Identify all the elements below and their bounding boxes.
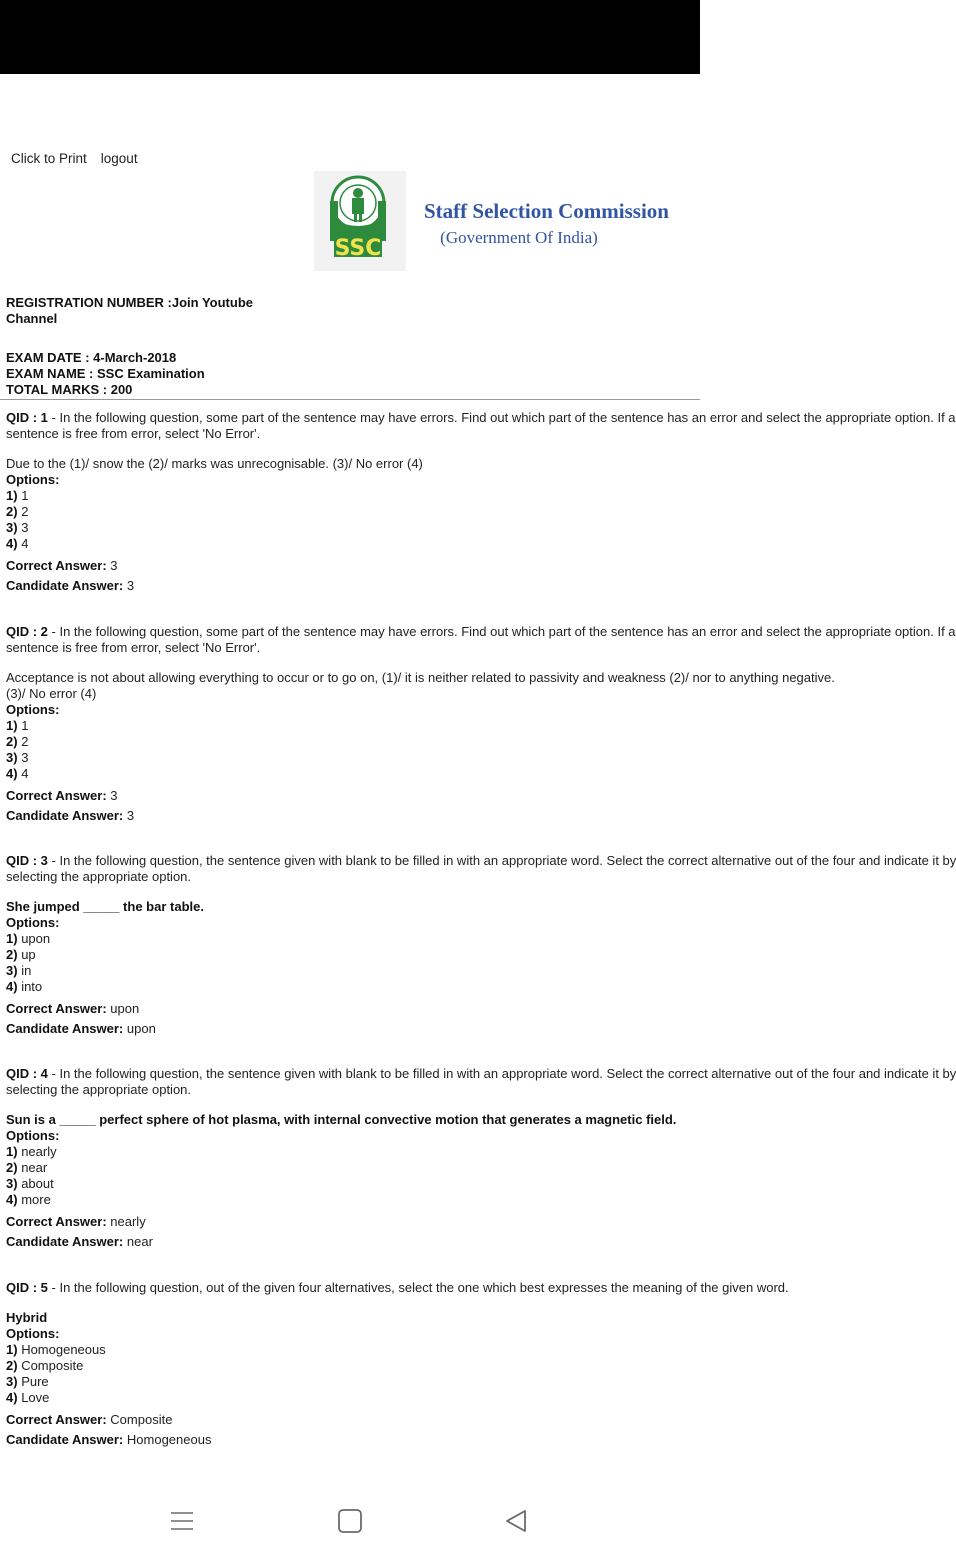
correct-answer: Correct Answer: Composite xyxy=(6,1412,173,1427)
correct-answer: Correct Answer: upon xyxy=(6,1001,140,1016)
option-item: 1) 1 xyxy=(6,718,29,733)
svg-text:SSC: SSC xyxy=(334,236,382,261)
question-sentence: Hybrid xyxy=(6,1310,48,1325)
question-block: QID : 2 - In the following question, some part of the sentence may have errors. Find out which part of the sentence has an error and select the appropriate option. If a sentence is free from error, select 'No Error'. Acceptance is not about allowing everything to occur or to go on, (1)/ it is neither related to passivity and weakness (2)/ nor to anything negative. (3)/ No error (4) Options: 1) 1 2) 2 3) 3 4) 4 Correct Answer: 3 Candidate Answer: 3 xyxy=(6,624,700,826)
candidate-answer: Candidate Answer: upon xyxy=(6,1021,156,1036)
option-item: 3) 3 xyxy=(6,520,29,535)
option-item: 4) more xyxy=(6,1192,51,1207)
options-label: Options: xyxy=(6,915,60,930)
option-item: 4) 4 xyxy=(6,766,29,781)
correct-answer: Correct Answer: nearly xyxy=(6,1214,146,1229)
question-block: QID : 4 - In the following question, the sentence given with blank to be filled in with an appropriate word. Select the correct alternative out of the four and indicate it by selecting the appropriate option. Sun is a _____ perfect sphere of hot plasma, with internal convective motion that generates a magnetic field. Options: 1) nearly 2) near 3) about 4) more Correct Answer: nearly Candidate Answer: near xyxy=(6,1066,700,1252)
registration-number: REGISTRATION NUMBER :Join Youtube Channel xyxy=(6,295,253,326)
candidate-answer: Candidate Answer: near xyxy=(6,1234,153,1249)
option-item: 2) 2 xyxy=(6,504,29,519)
option-item: 3) about xyxy=(6,1176,54,1191)
question-instruction: QID : 4 - In the following question, the sentence given with blank to be filled in with an appropriate word. Select the correct alternative out of the four and indicate it by xyxy=(6,1066,956,1081)
question-sentence: She jumped _____ the bar table. xyxy=(6,899,204,914)
option-item: 1) upon xyxy=(6,931,51,946)
option-item: 4) Love xyxy=(6,1390,50,1405)
candidate-answer: Candidate Answer: Homogeneous xyxy=(6,1432,212,1447)
question-block: QID : 1 - In the following question, some part of the sentence may have errors. Find out which part of the sentence has an error and select the appropriate option. If a sentence is free from error, select 'No Error'. Due to the (1)/ snow the (2)/ marks was unrecognisable. (3)/ No error (4) Options: 1) 1 2) 2 3) 3 4) 4 Correct Answer: 3 Candidate Answer: 3 xyxy=(6,410,700,596)
option-item: 4) into xyxy=(6,979,43,994)
question-block xyxy=(6,1280,789,1450)
question-instruction: QID : 1 - In the following question, some part of the sentence may have errors. Find out which part of the sentence has an error and select the appropriate option. If a xyxy=(6,410,956,425)
option-item: 2) Composite xyxy=(6,1358,84,1373)
option-item: 3) in xyxy=(6,963,32,978)
option-item: 1) nearly xyxy=(6,1144,57,1159)
option-item: 3) Pure xyxy=(6,1374,49,1389)
question-sentence: Acceptance is not about allowing everything to occur or to go on, (1)/ it is neither related to passivity and weakness (2)/ nor to anything negative. xyxy=(6,670,835,685)
org-subtitle: (Government Of India) xyxy=(440,228,598,247)
status-bar xyxy=(0,0,700,74)
answer-key-page xyxy=(0,74,956,1486)
correct-answer: Correct Answer: 3 xyxy=(6,558,118,573)
ssc-logo xyxy=(314,171,406,271)
back-icon[interactable] xyxy=(499,1504,533,1538)
option-item: 4) 4 xyxy=(6,536,29,551)
org-heading xyxy=(424,199,700,248)
options-label: Options: xyxy=(6,1128,60,1143)
option-item: 2) up xyxy=(6,947,36,962)
system-nav-bar xyxy=(0,1486,700,1556)
exam-name: EXAM NAME : SSC Examination xyxy=(6,366,205,381)
option-item: 2) 2 xyxy=(6,734,29,749)
exam-date: EXAM DATE : 4-March-2018 xyxy=(6,350,177,365)
org-name: Staff Selection Commission xyxy=(424,199,669,223)
question-instruction: QID : 5 - In the following question, out of the given four alternatives, select the one which best expresses the meaning of the given word. xyxy=(6,1280,789,1295)
total-marks: TOTAL MARKS : 200 xyxy=(6,382,133,397)
question-block: QID : 3 - In the following question, the sentence given with blank to be filled in with an appropriate word. Select the correct alternative out of the four and indicate it by selecting the appropriate option. She jumped _____ the bar table. Options: 1) upon 2) up 3) in 4) into Correct Answer: upon Candidate Answer: upon xyxy=(6,853,700,1039)
question-sentence: Due to the (1)/ snow the (2)/ marks was unrecognisable. (3)/ No error (4) xyxy=(6,456,423,471)
question-instruction: QID : 3 - In the following question, the sentence given with blank to be filled in with an appropriate word. Select the correct alternative out of the four and indicate it by xyxy=(6,853,956,868)
option-item: 3) 3 xyxy=(6,750,29,765)
candidate-answer: Candidate Answer: 3 xyxy=(6,808,135,823)
option-item: 1) 1 xyxy=(6,488,29,503)
question-sentence: Sun is a _____ perfect sphere of hot plasma, with internal convective motion that generates a magnetic field. xyxy=(6,1112,677,1127)
option-item: 2) near xyxy=(6,1160,48,1175)
top-links xyxy=(11,151,138,166)
home-icon[interactable] xyxy=(333,1504,367,1538)
print-link[interactable]: Click to Print xyxy=(11,151,87,166)
exam-details xyxy=(6,350,205,398)
divider xyxy=(0,399,700,400)
options-label: Options: xyxy=(6,472,60,487)
correct-answer: Correct Answer: 3 xyxy=(6,788,118,803)
candidate-answer: Candidate Answer: 3 xyxy=(6,578,135,593)
options-label: Options: xyxy=(6,702,60,717)
question-instruction: QID : 2 - In the following question, some part of the sentence may have errors. Find out which part of the sentence has an error and select the appropriate option. If a xyxy=(6,624,956,639)
option-item: 1) Homogeneous xyxy=(6,1342,106,1357)
logout-link[interactable]: logout xyxy=(100,151,138,166)
menu-icon[interactable] xyxy=(165,1504,199,1538)
options-label: Options: xyxy=(6,1326,60,1341)
